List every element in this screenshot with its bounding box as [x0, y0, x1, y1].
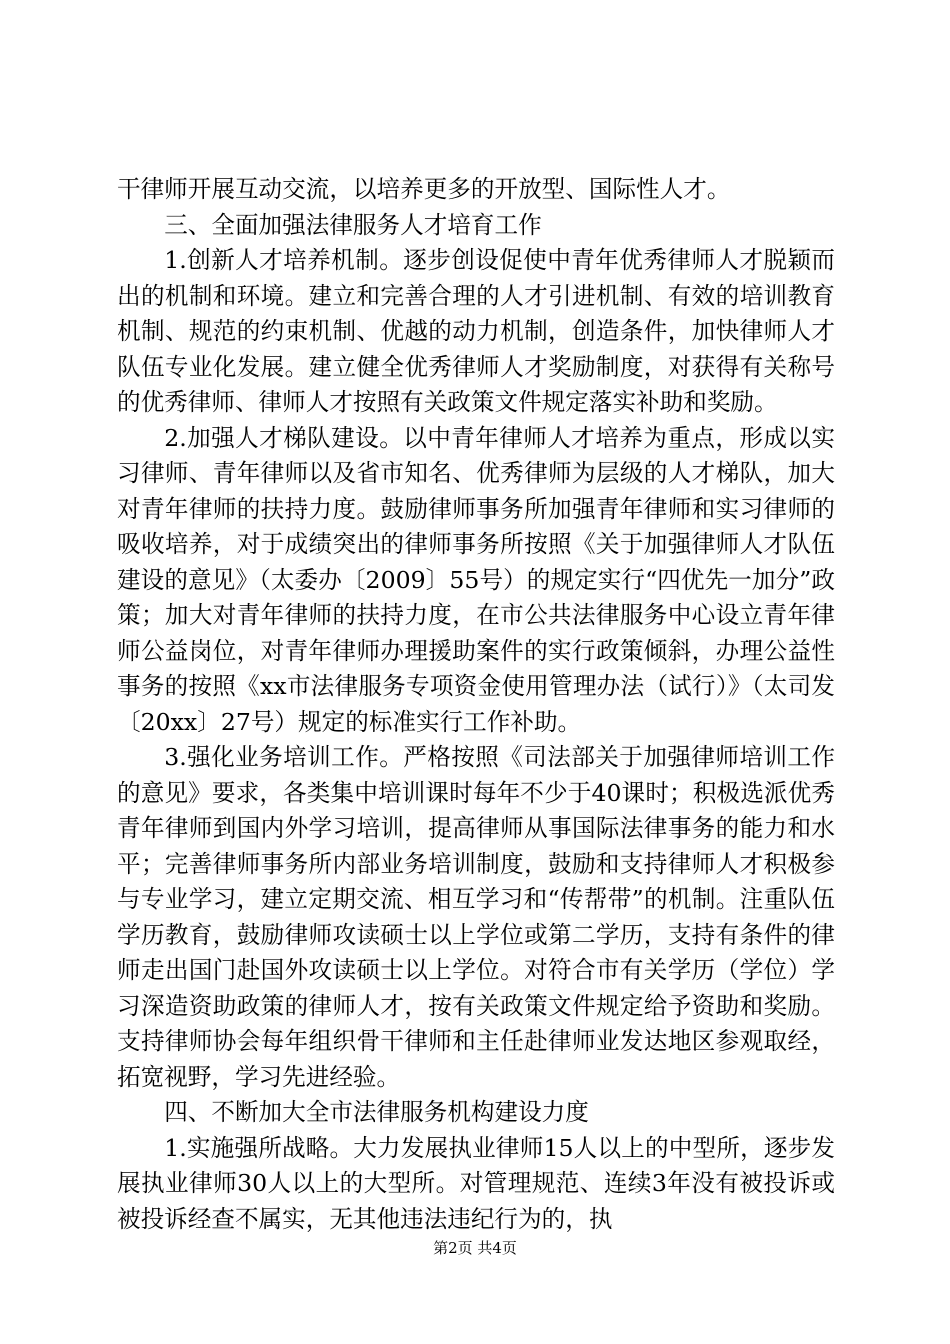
document-body — [117, 172, 835, 1237]
section-heading-4: 四、不断加大全市法律服务机构建设力度 — [164, 1098, 589, 1126]
page-footer — [0, 1238, 950, 1258]
section-heading-3: 三、全面加强法律服务人才培育工作 — [164, 210, 542, 239]
paragraph-3-3: 3.强化业务培训工作。严格按照《司法部关于加强律师培训工作的意见》要求，各类集中培训课时每年不少于40课时；积极选派优秀青年律师到国内外学习培训，提高律师从事国际法律事务的能力和水平；完善律师事务所内部业务培训制度，鼓励和支持律师人才积极参与专业学习，建立定期交流、相互学习和“传帮带”的机制。注重队伍学历教育，鼓励律师攻读硕士以上学位或第二学历，支持有条件的律师走出国门赴国外攻读硕士以上学位。对符合市有关学历（学位）学习深造资助政策的律师人才，按有关政策文件规定给予资助和奖励。支持律师协会每年组织骨干律师和主任赴律师业发达地区参观取经，拓宽视野，学习先进经验。 — [117, 743, 835, 1091]
paragraph-3-2: 2.加强人才梯队建设。以中青年律师人才培养为重点，形成以实习律师、青年律师以及省市知名、优秀律师为层级的人才梯队，加大对青年律师的扶持力度。鼓励律师事务所加强青年律师和实习律师的吸收培养，对于成绩突出的律师事务所按照《关于加强律师人才队伍建设的意见》（太委办〔2009〕55号）的规定实行“四优先一加分”政策；加大对青年律师的扶持力度，在市公共法律服务中心设立青年律师公益岗位，对青年律师办理援助案件的实行政策倾斜，办理公益性事务的按照《xx市法律服务专项资金使用管理办法（试行）》（太司发〔20xx〕27号）规定的标准实行工作补助。 — [117, 423, 835, 736]
paragraph-3-1: 1.创新人才培养机制。逐步创设促使中青年优秀律师人才脱颖而出的机制和环境。建立和完善合理的人才引进机制、有效的培训教育机制、规范的约束机制、优越的动力机制，创造条件，加快律师人才队伍专业化发展。建立健全优秀律师人才奖励制度，对获得有关称号的优秀律师、律师人才按照有关政策文件规定落实补助和奖励。 — [117, 246, 835, 416]
paragraph-4-1: 1.实施强所战略。大力发展执业律师15人以上的中型所，逐步发展执业律师30人以上的大型所。对管理规范、连续3年没有被投诉或被投诉经查不属实，无其他违法违纪行为的，执 — [117, 1133, 835, 1233]
paragraph-continuation: 干律师开展互动交流，以培养更多的开放型、国际性人才。 — [117, 175, 731, 203]
page-number-label: 第2页 共4页 — [433, 1239, 517, 1257]
